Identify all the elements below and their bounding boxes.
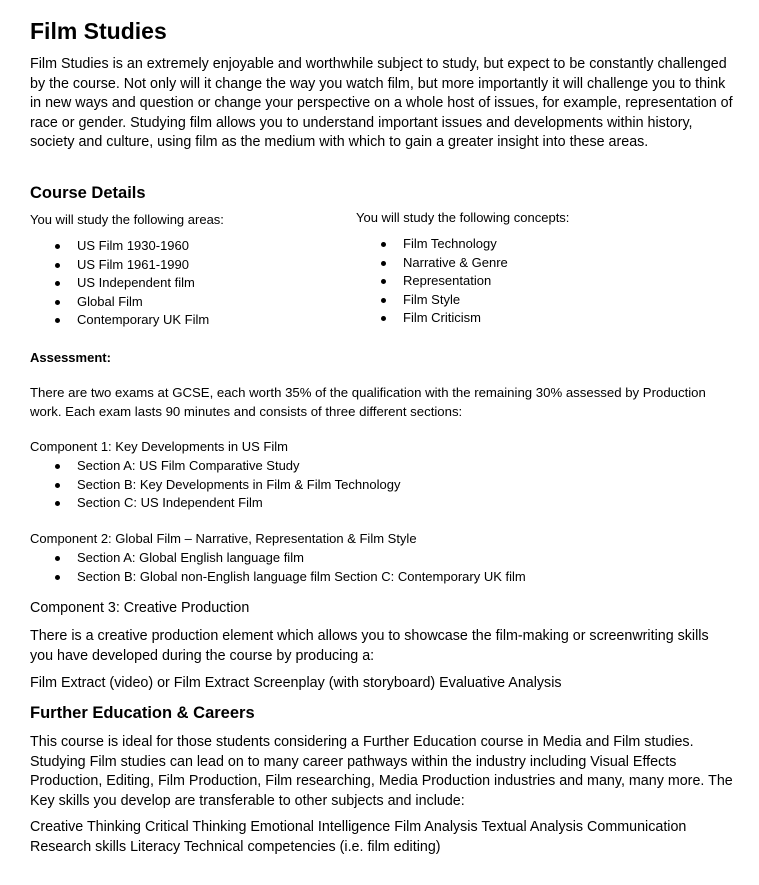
course-details-heading: Course Details bbox=[30, 184, 146, 202]
assessment-text: There are two exams at GCSE, each worth 35% of the qualification with the remaining 30% assessed by Production work. Each exam lasts 90 minutes and consists of three different sections: bbox=[30, 385, 706, 419]
list-item: US Film 1961-1990 bbox=[53, 256, 209, 275]
list-item: US Film 1930-1960 bbox=[53, 237, 209, 256]
component3-text: There is a creative production element which allows you to showcase the film-making or screenwriting skills you have developed during the course by producing a: bbox=[30, 628, 709, 664]
list-item: Section C: US Independent Film bbox=[53, 494, 400, 513]
careers-text: This course is ideal for those students considering a Further Education course in Media and Film studies. Studying Film studies can lead on to many career pathways within the industry including Visual Effects Production, Editing, Film Production, Film researching, Media Production industries and many, many more. The Key skills you develop are transferable to other subjects and include: bbox=[30, 734, 733, 809]
list-item: Section A: US Film Comparative Study bbox=[53, 457, 400, 476]
assessment-heading: Assessment: bbox=[30, 350, 111, 365]
component2-title: Component 2: Global Film – Narrative, Representation & Film Style bbox=[30, 531, 417, 546]
list-item: Section B: Key Developments in Film & Film Technology bbox=[53, 476, 400, 495]
list-item: Section A: Global English language film bbox=[53, 549, 526, 568]
concepts-label: You will study the following concepts: bbox=[356, 210, 570, 225]
list-item: Film Criticism bbox=[379, 309, 508, 328]
page-title: Film Studies bbox=[30, 18, 167, 44]
list-item: Representation bbox=[379, 272, 508, 291]
component2-sections bbox=[53, 549, 526, 586]
list-item: US Independent film bbox=[53, 274, 209, 293]
list-item: Film Style bbox=[379, 291, 508, 310]
component3-title: Component 3: Creative Production bbox=[30, 600, 250, 616]
list-item: Film Technology bbox=[379, 235, 508, 254]
areas-list bbox=[53, 237, 209, 330]
list-item: Section B: Global non-English language film Section C: Contemporary UK film bbox=[53, 568, 526, 587]
list-item: Contemporary UK Film bbox=[53, 311, 209, 330]
careers-heading: Further Education & Careers bbox=[30, 704, 255, 722]
list-item: Global Film bbox=[53, 293, 209, 312]
component1-sections bbox=[53, 457, 400, 513]
list-item: Narrative & Genre bbox=[379, 254, 508, 273]
component3-outputs: Film Extract (video) or Film Extract Screenplay (with storyboard) Evaluative Analysis bbox=[30, 675, 562, 691]
intro-paragraph: Film Studies is an extremely enjoyable and worthwhile subject to study, but expect to be constantly challenged by the course. Not only will it change the way you watch film, but more importantly it will challenge you to think in new ways and question or change your perspective on a whole host of issues, for example, representation of race or gender. Studying film allows you to understand important issues and developments within history, society and culture, using film as the medium with which to gain a greater insight into these areas. bbox=[30, 56, 733, 150]
concepts-list bbox=[379, 235, 508, 328]
component1-title: Component 1: Key Developments in US Film bbox=[30, 439, 288, 454]
areas-label: You will study the following areas: bbox=[30, 212, 224, 227]
skills-text: Creative Thinking Critical Thinking Emotional Intelligence Film Analysis Textual Analysis Communication Research skills Literacy Technical competencies (i.e. film editing) bbox=[30, 819, 687, 855]
